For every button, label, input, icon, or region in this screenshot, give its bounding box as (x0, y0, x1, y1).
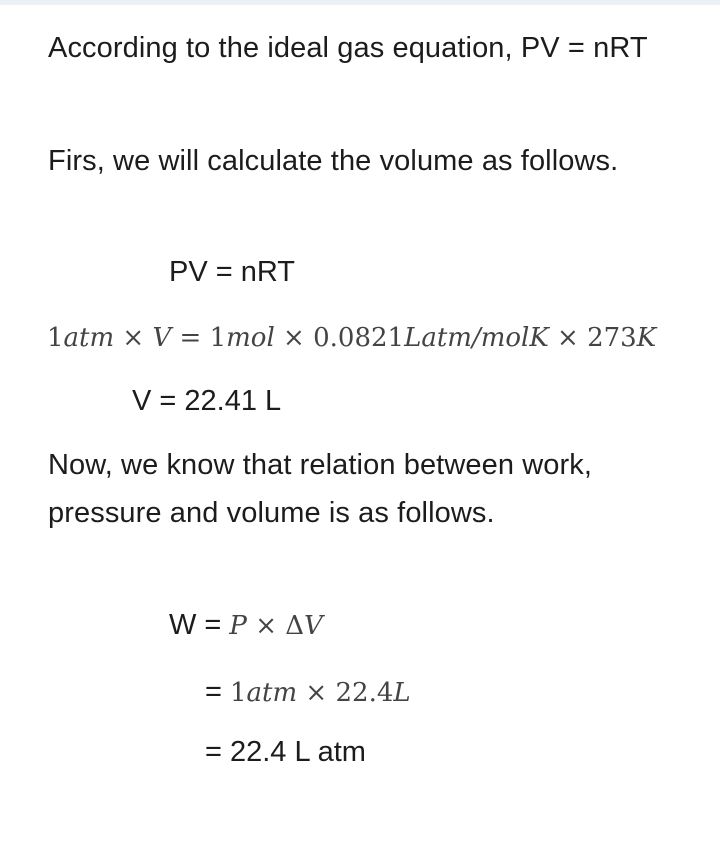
top-divider (0, 0, 720, 5)
volume-result: V = 22.41 L (132, 385, 282, 417)
substitution-equation: 1atm × V = 1mol × 0.0821Latm/molK × 273K (47, 323, 657, 353)
step-first-text: Firs, we will calculate the volume as follows. (48, 145, 619, 177)
intro-text: According to the ideal gas equation, PV = nRT (48, 32, 648, 64)
work-equation: W = P × ΔV (169, 609, 323, 641)
work-result: = 22.4 L atm (205, 736, 366, 768)
step-work-text: Now, we know that relation between work, pressure and volume is as follows. (48, 449, 592, 529)
ideal-gas-equation: PV = nRT (169, 256, 295, 288)
work-substitution: = 1atm × 22.4L (205, 676, 411, 708)
